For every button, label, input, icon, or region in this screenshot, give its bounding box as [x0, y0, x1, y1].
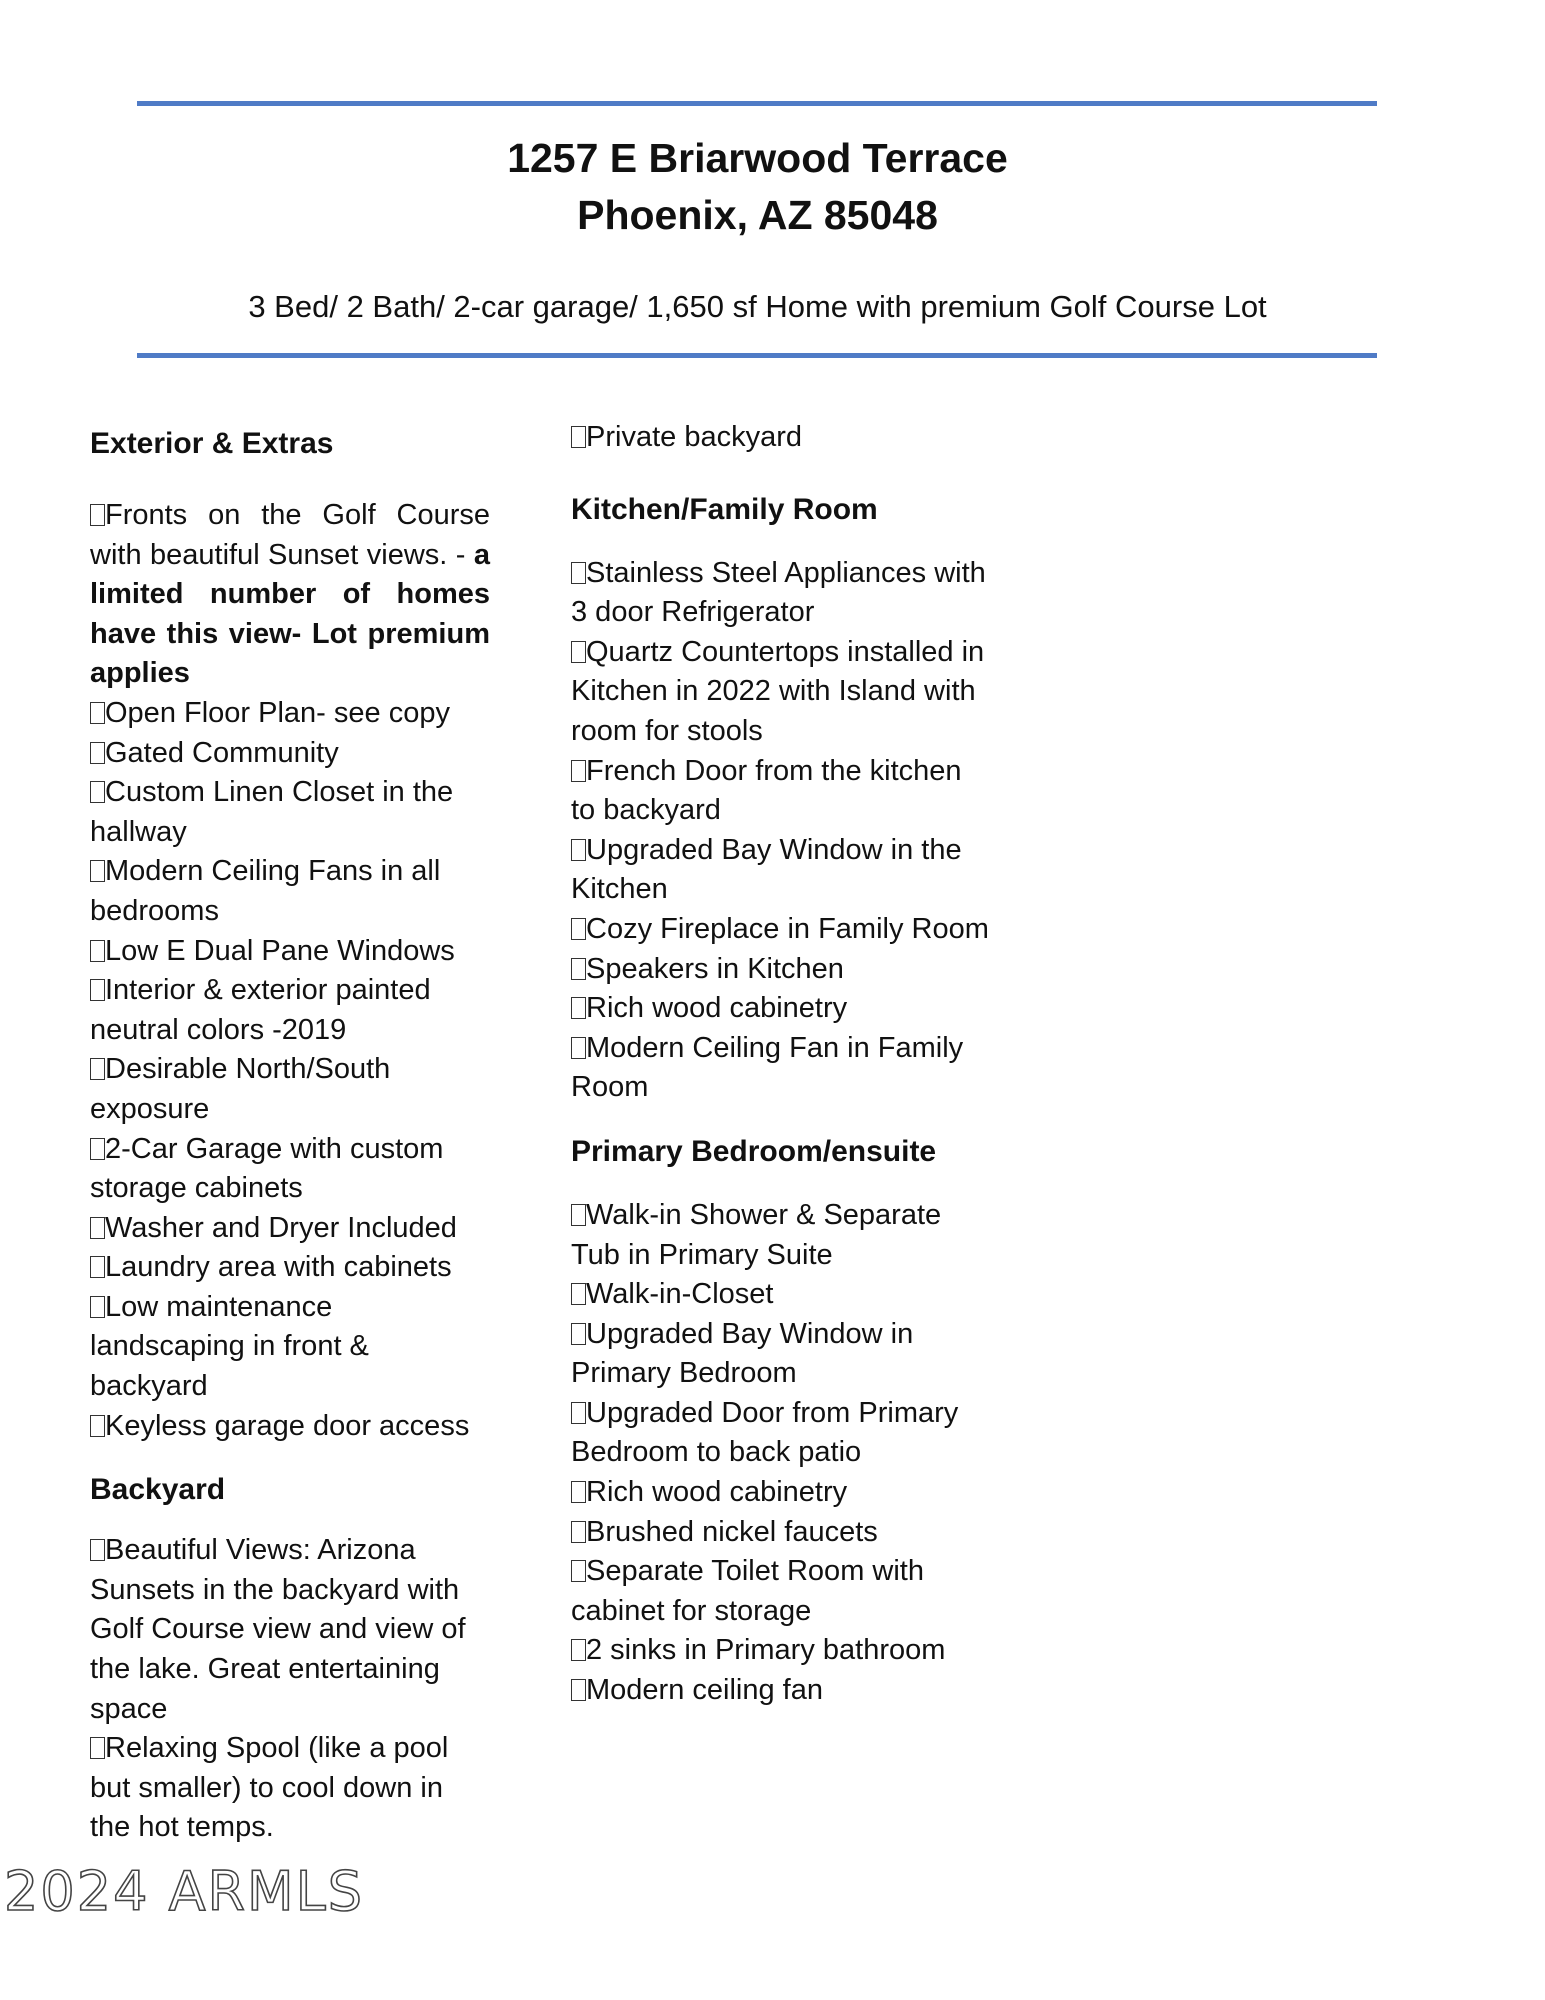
checkbox-icon — [571, 1481, 586, 1503]
list-item: French Door from the kitchen to backyard — [571, 754, 962, 827]
checkbox-icon — [571, 760, 586, 782]
list-item: Desirable North/South exposure — [90, 1053, 391, 1125]
list-item: Rich wood cabinetry — [571, 1473, 991, 1513]
list-item: Laundry area with cabinets — [90, 1248, 490, 1288]
list-item: Modern Ceiling Fan in Family Room — [571, 1031, 964, 1104]
intro-text: Fronts on the Golf Course with beautiful Sunset views. - — [90, 499, 490, 571]
list-item: Upgraded Door from Primary Bedroom to back patio — [571, 1396, 959, 1469]
list-item: Open Floor Plan- see copy — [90, 694, 490, 734]
list-item: Custom Linen Closet in the hallway — [90, 776, 454, 848]
checkbox-icon — [90, 781, 105, 803]
intro-bold-text: a limited number of homes have this view- Lot premium applies — [90, 538, 490, 690]
checkbox-icon — [90, 1217, 105, 1239]
list-item: Quartz Countertops installed in Kitchen in 2022 with Island with room for stools — [571, 635, 985, 747]
right-column — [571, 418, 991, 1711]
list-item: Modern ceiling fan — [571, 1671, 991, 1711]
checkbox-icon — [90, 1296, 105, 1318]
address-line-2: Phoenix, AZ 85048 — [577, 192, 938, 238]
checkbox-icon — [90, 742, 105, 764]
checkbox-icon — [571, 426, 586, 448]
checkbox-icon — [571, 918, 586, 940]
checkbox-icon — [90, 1539, 105, 1561]
checkbox-icon — [90, 1737, 105, 1759]
bottom-divider — [137, 353, 1377, 358]
left-column — [90, 422, 490, 1848]
list-item: Stainless Steel Appliances with 3 door Refrigerator — [571, 556, 986, 629]
list-item: Gated Community — [90, 734, 490, 774]
list-item: Upgraded Bay Window in the Kitchen — [571, 833, 962, 906]
checkbox-icon — [90, 1138, 105, 1160]
list-item: Relaxing Spool (like a pool but smaller) to cool down in the hot temps. — [90, 1732, 449, 1844]
list-item: Cozy Fireplace in Family Room — [571, 910, 991, 950]
checkbox-icon — [90, 1058, 105, 1080]
exterior-heading: Exterior & Extras — [90, 427, 334, 460]
checkbox-icon — [90, 1415, 105, 1437]
checkbox-icon — [571, 562, 586, 584]
checkbox-icon — [571, 1323, 586, 1345]
checkbox-icon — [90, 1256, 105, 1278]
list-item: Low E Dual Pane Windows — [90, 932, 490, 972]
list-item: Walk-in Shower & Separate Tub in Primary Suite — [571, 1198, 942, 1271]
checkbox-icon — [571, 1679, 586, 1701]
checkbox-icon — [571, 1521, 586, 1543]
exterior-intro — [90, 496, 490, 694]
backyard-heading: Backyard — [90, 1473, 226, 1507]
checkbox-icon — [90, 979, 105, 1001]
checkbox-icon — [571, 1283, 586, 1305]
list-item: Washer and Dryer Included — [90, 1209, 490, 1249]
primary-heading: Primary Bedroom/ensuite — [571, 1134, 937, 1168]
list-item: Low maintenance landscaping in front & backyard — [90, 1290, 369, 1403]
list-item: 2 sinks in Primary bathroom — [571, 1631, 991, 1671]
list-item: Private backyard — [571, 418, 991, 458]
checkbox-icon — [571, 1402, 586, 1424]
list-item: Beautiful Views: Arizona Sunsets in the backyard with Golf Course view and view of the lake. Great entertaining space — [90, 1534, 466, 1725]
checkbox-icon — [571, 641, 586, 663]
address-line-1: 1257 E Briarwood Terrace — [507, 135, 1008, 181]
checkbox-icon — [571, 1639, 586, 1661]
list-item: Speakers in Kitchen — [571, 950, 991, 990]
checkbox-icon — [571, 839, 586, 861]
list-item: Keyless garage door access — [90, 1407, 490, 1447]
top-divider — [137, 101, 1377, 106]
checkbox-icon — [571, 1037, 586, 1059]
list-item: Interior & exterior painted neutral colors -2019 — [90, 974, 431, 1046]
kitchen-heading: Kitchen/Family Room — [571, 492, 878, 526]
list-item: Upgraded Bay Window in Primary Bedroom — [571, 1317, 914, 1390]
property-summary: 3 Bed/ 2 Bath/ 2-car garage/ 1,650 sf Home with premium Golf Course Lot — [248, 289, 1267, 324]
checkbox-icon — [571, 997, 586, 1019]
checkbox-icon — [90, 702, 105, 724]
checkbox-icon — [571, 958, 586, 980]
checkbox-icon — [90, 860, 105, 882]
list-item: Walk-in-Closet — [571, 1275, 991, 1315]
checkbox-icon — [571, 1204, 586, 1226]
list-item: 2-Car Garage with custom storage cabinets — [90, 1132, 444, 1205]
list-item: Modern Ceiling Fans in all bedrooms — [90, 855, 441, 927]
list-item: Rich wood cabinetry — [571, 989, 991, 1029]
list-item: Separate Toilet Room with cabinet for storage — [571, 1555, 924, 1627]
checkbox-icon — [571, 1560, 586, 1582]
checkbox-icon — [90, 940, 105, 962]
checkbox-icon — [90, 504, 105, 526]
list-item: Brushed nickel faucets — [571, 1513, 991, 1553]
armls-watermark: 2024 ARMLS — [4, 1860, 365, 1923]
